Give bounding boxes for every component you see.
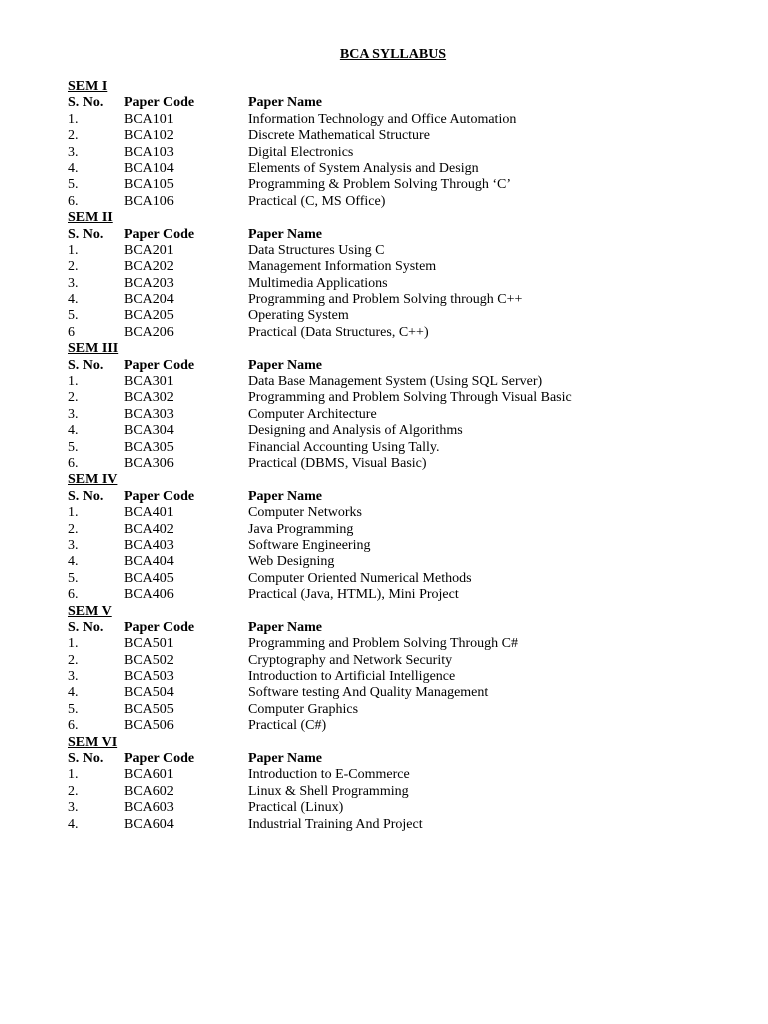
paper-name: Discrete Mathematical Structure bbox=[248, 128, 430, 144]
serial-number-header: S. No. bbox=[68, 357, 104, 373]
paper-code: BCA604 bbox=[124, 816, 174, 832]
serial-number: 2. bbox=[68, 652, 79, 668]
paper-code: BCA204 bbox=[124, 292, 174, 308]
table-row bbox=[68, 325, 748, 341]
paper-name-header: Paper Name bbox=[248, 95, 322, 111]
paper-name-header: Paper Name bbox=[248, 357, 322, 373]
serial-number: 6. bbox=[68, 718, 79, 734]
serial-number: 1. bbox=[68, 111, 79, 127]
paper-code: BCA601 bbox=[124, 767, 174, 783]
paper-code: BCA106 bbox=[124, 193, 174, 209]
serial-number: 5. bbox=[68, 308, 79, 324]
serial-number: 1. bbox=[68, 636, 79, 652]
semester-heading: SEM VI bbox=[68, 734, 118, 750]
semester-heading: SEM III bbox=[68, 341, 119, 357]
semester-section bbox=[68, 604, 748, 735]
paper-name: Multimedia Applications bbox=[248, 275, 388, 291]
table-row bbox=[68, 685, 748, 701]
table-row bbox=[68, 554, 748, 570]
paper-name: Practical (Linux) bbox=[248, 800, 344, 816]
paper-name: Programming & Problem Solving Through ‘C’ bbox=[248, 177, 512, 193]
paper-code: BCA501 bbox=[124, 636, 174, 652]
serial-number: 5. bbox=[68, 701, 79, 717]
paper-code: BCA201 bbox=[124, 242, 174, 258]
paper-name: Industrial Training And Project bbox=[248, 816, 423, 832]
table-row bbox=[68, 292, 748, 308]
paper-code-header: Paper Code bbox=[124, 488, 195, 504]
table-row bbox=[68, 522, 748, 538]
serial-number: 2. bbox=[68, 128, 79, 144]
serial-number: 3. bbox=[68, 800, 79, 816]
paper-name: Practical (C#) bbox=[248, 718, 327, 734]
table-row bbox=[68, 374, 748, 390]
paper-code-header: Paper Code bbox=[124, 357, 195, 373]
table-row bbox=[68, 276, 748, 292]
semester-heading: SEM V bbox=[68, 603, 112, 619]
table-row bbox=[68, 112, 748, 128]
paper-name: Designing and Analysis of Algorithms bbox=[248, 423, 463, 439]
paper-name: Software testing And Quality Management bbox=[248, 685, 489, 701]
table-row bbox=[68, 390, 748, 406]
paper-code: BCA206 bbox=[124, 324, 174, 340]
semester-section bbox=[68, 341, 748, 472]
serial-number: 1. bbox=[68, 505, 79, 521]
paper-code: BCA603 bbox=[124, 800, 174, 816]
serial-number: 3. bbox=[68, 669, 79, 685]
table-row bbox=[68, 669, 748, 685]
serial-number: 3. bbox=[68, 406, 79, 422]
table-row bbox=[68, 259, 748, 275]
table-row bbox=[68, 456, 748, 472]
serial-number-header: S. No. bbox=[68, 619, 104, 635]
paper-code: BCA306 bbox=[124, 455, 174, 471]
table-header-row bbox=[68, 751, 748, 767]
paper-name: Programming and Problem Solving through C++ bbox=[248, 292, 523, 308]
serial-number: 3. bbox=[68, 275, 79, 291]
paper-code: BCA302 bbox=[124, 390, 174, 406]
table-row bbox=[68, 817, 748, 833]
paper-name: Computer Graphics bbox=[248, 701, 359, 717]
semester-section bbox=[68, 79, 748, 210]
serial-number: 4. bbox=[68, 554, 79, 570]
paper-code: BCA304 bbox=[124, 423, 174, 439]
table-row bbox=[68, 177, 748, 193]
paper-name: Computer Networks bbox=[248, 505, 362, 521]
table-row bbox=[68, 161, 748, 177]
serial-number: 2. bbox=[68, 390, 79, 406]
paper-name: Practical (Java, HTML), Mini Project bbox=[248, 587, 459, 603]
paper-name: Practical (DBMS, Visual Basic) bbox=[248, 455, 427, 471]
paper-code: BCA405 bbox=[124, 570, 174, 586]
table-header-row bbox=[68, 489, 748, 505]
semester-section bbox=[68, 735, 748, 833]
serial-number: 5. bbox=[68, 570, 79, 586]
table-row bbox=[68, 784, 748, 800]
serial-number-header: S. No. bbox=[68, 226, 104, 242]
serial-number-header: S. No. bbox=[68, 488, 104, 504]
serial-number: 4. bbox=[68, 685, 79, 701]
semester-heading: SEM I bbox=[68, 79, 108, 94]
serial-number: 3. bbox=[68, 537, 79, 553]
paper-code-header: Paper Code bbox=[124, 751, 195, 767]
table-row bbox=[68, 308, 748, 324]
paper-name: Software Engineering bbox=[248, 537, 371, 553]
paper-name: Operating System bbox=[248, 308, 349, 324]
table-row bbox=[68, 194, 748, 210]
serial-number: 5. bbox=[68, 439, 79, 455]
table-row bbox=[68, 423, 748, 439]
serial-number: 2. bbox=[68, 259, 79, 275]
serial-number-header: S. No. bbox=[68, 751, 104, 767]
paper-name: Web Designing bbox=[248, 554, 335, 570]
paper-name: Practical (C, MS Office) bbox=[248, 193, 386, 209]
paper-name-header: Paper Name bbox=[248, 751, 322, 767]
paper-code: BCA103 bbox=[124, 144, 174, 160]
paper-code: BCA301 bbox=[124, 374, 174, 390]
paper-code: BCA502 bbox=[124, 652, 174, 668]
paper-name: Information Technology and Office Automation bbox=[248, 111, 517, 127]
paper-name: Programming and Problem Solving Through Visual Basic bbox=[248, 390, 572, 406]
paper-name: Computer Architecture bbox=[248, 406, 377, 422]
paper-code: BCA102 bbox=[124, 128, 174, 144]
table-row bbox=[68, 800, 748, 816]
paper-name: Linux & Shell Programming bbox=[248, 783, 409, 799]
serial-number: 6. bbox=[68, 587, 79, 603]
paper-code-header: Paper Code bbox=[124, 95, 195, 111]
table-row bbox=[68, 440, 748, 456]
serial-number: 1. bbox=[68, 242, 79, 258]
paper-code-header: Paper Code bbox=[124, 226, 195, 242]
paper-code: BCA203 bbox=[124, 275, 174, 291]
paper-name: Practical (Data Structures, C++) bbox=[248, 324, 429, 340]
paper-name: Programming and Problem Solving Through C# bbox=[248, 636, 519, 652]
table-row bbox=[68, 145, 748, 161]
serial-number: 4. bbox=[68, 423, 79, 439]
serial-number: 2. bbox=[68, 783, 79, 799]
table-row bbox=[68, 718, 748, 734]
serial-number: 1. bbox=[68, 767, 79, 783]
table-row bbox=[68, 653, 748, 669]
serial-number: 5. bbox=[68, 177, 79, 193]
table-row bbox=[68, 587, 748, 603]
paper-name: Elements of System Analysis and Design bbox=[248, 160, 479, 176]
paper-code: BCA402 bbox=[124, 521, 174, 537]
paper-name: Management Information System bbox=[248, 259, 437, 275]
paper-code: BCA506 bbox=[124, 718, 174, 734]
semester-heading: SEM II bbox=[68, 210, 113, 226]
table-header-row bbox=[68, 620, 748, 636]
paper-code: BCA504 bbox=[124, 685, 174, 701]
paper-code: BCA503 bbox=[124, 669, 174, 685]
paper-code: BCA403 bbox=[124, 537, 174, 553]
serial-number: 6 bbox=[68, 324, 75, 340]
table-header-row bbox=[68, 358, 748, 374]
table-row bbox=[68, 407, 748, 423]
paper-name-header: Paper Name bbox=[248, 488, 322, 504]
paper-name-header: Paper Name bbox=[248, 226, 322, 242]
table-row bbox=[68, 767, 748, 783]
serial-number: 1. bbox=[68, 374, 79, 390]
paper-code: BCA406 bbox=[124, 587, 174, 603]
table-row bbox=[68, 538, 748, 554]
semester-heading: SEM IV bbox=[68, 472, 118, 488]
syllabus-content bbox=[68, 79, 748, 833]
paper-code: BCA205 bbox=[124, 308, 174, 324]
serial-number: 4. bbox=[68, 160, 79, 176]
paper-code: BCA101 bbox=[124, 111, 174, 127]
paper-name: Data Base Management System (Using SQL Server) bbox=[248, 374, 543, 390]
serial-number: 4. bbox=[68, 816, 79, 832]
paper-name: Java Programming bbox=[248, 521, 354, 537]
table-row bbox=[68, 243, 748, 259]
paper-name: Computer Oriented Numerical Methods bbox=[248, 570, 472, 586]
paper-code: BCA104 bbox=[124, 160, 174, 176]
paper-name: Introduction to Artificial Intelligence bbox=[248, 669, 456, 685]
semester-section bbox=[68, 210, 748, 341]
paper-name: Digital Electronics bbox=[248, 144, 354, 160]
table-row bbox=[68, 636, 748, 652]
serial-number: 6. bbox=[68, 193, 79, 209]
paper-name: Introduction to E-Commerce bbox=[248, 767, 410, 783]
paper-code: BCA404 bbox=[124, 554, 174, 570]
paper-code: BCA202 bbox=[124, 259, 174, 275]
serial-number: 6. bbox=[68, 455, 79, 471]
table-row bbox=[68, 702, 748, 718]
page-title: BCA SYLLABUS bbox=[339, 47, 447, 62]
paper-code: BCA105 bbox=[124, 177, 174, 193]
semester-section bbox=[68, 472, 748, 603]
serial-number: 4. bbox=[68, 292, 79, 308]
table-row bbox=[68, 505, 748, 521]
paper-code: BCA401 bbox=[124, 505, 174, 521]
paper-code: BCA505 bbox=[124, 701, 174, 717]
paper-name: Financial Accounting Using Tally. bbox=[248, 439, 440, 455]
serial-number: 3. bbox=[68, 144, 79, 160]
paper-name: Data Structures Using C bbox=[248, 242, 385, 258]
paper-code: BCA303 bbox=[124, 406, 174, 422]
paper-code: BCA602 bbox=[124, 783, 174, 799]
paper-name: Cryptography and Network Security bbox=[248, 652, 453, 668]
paper-code-header: Paper Code bbox=[124, 619, 195, 635]
serial-number-header: S. No. bbox=[68, 95, 104, 111]
paper-name-header: Paper Name bbox=[248, 619, 322, 635]
serial-number: 2. bbox=[68, 521, 79, 537]
table-header-row bbox=[68, 227, 748, 243]
table-header-row bbox=[68, 95, 748, 111]
paper-code: BCA305 bbox=[124, 439, 174, 455]
table-row bbox=[68, 128, 748, 144]
table-row bbox=[68, 571, 748, 587]
